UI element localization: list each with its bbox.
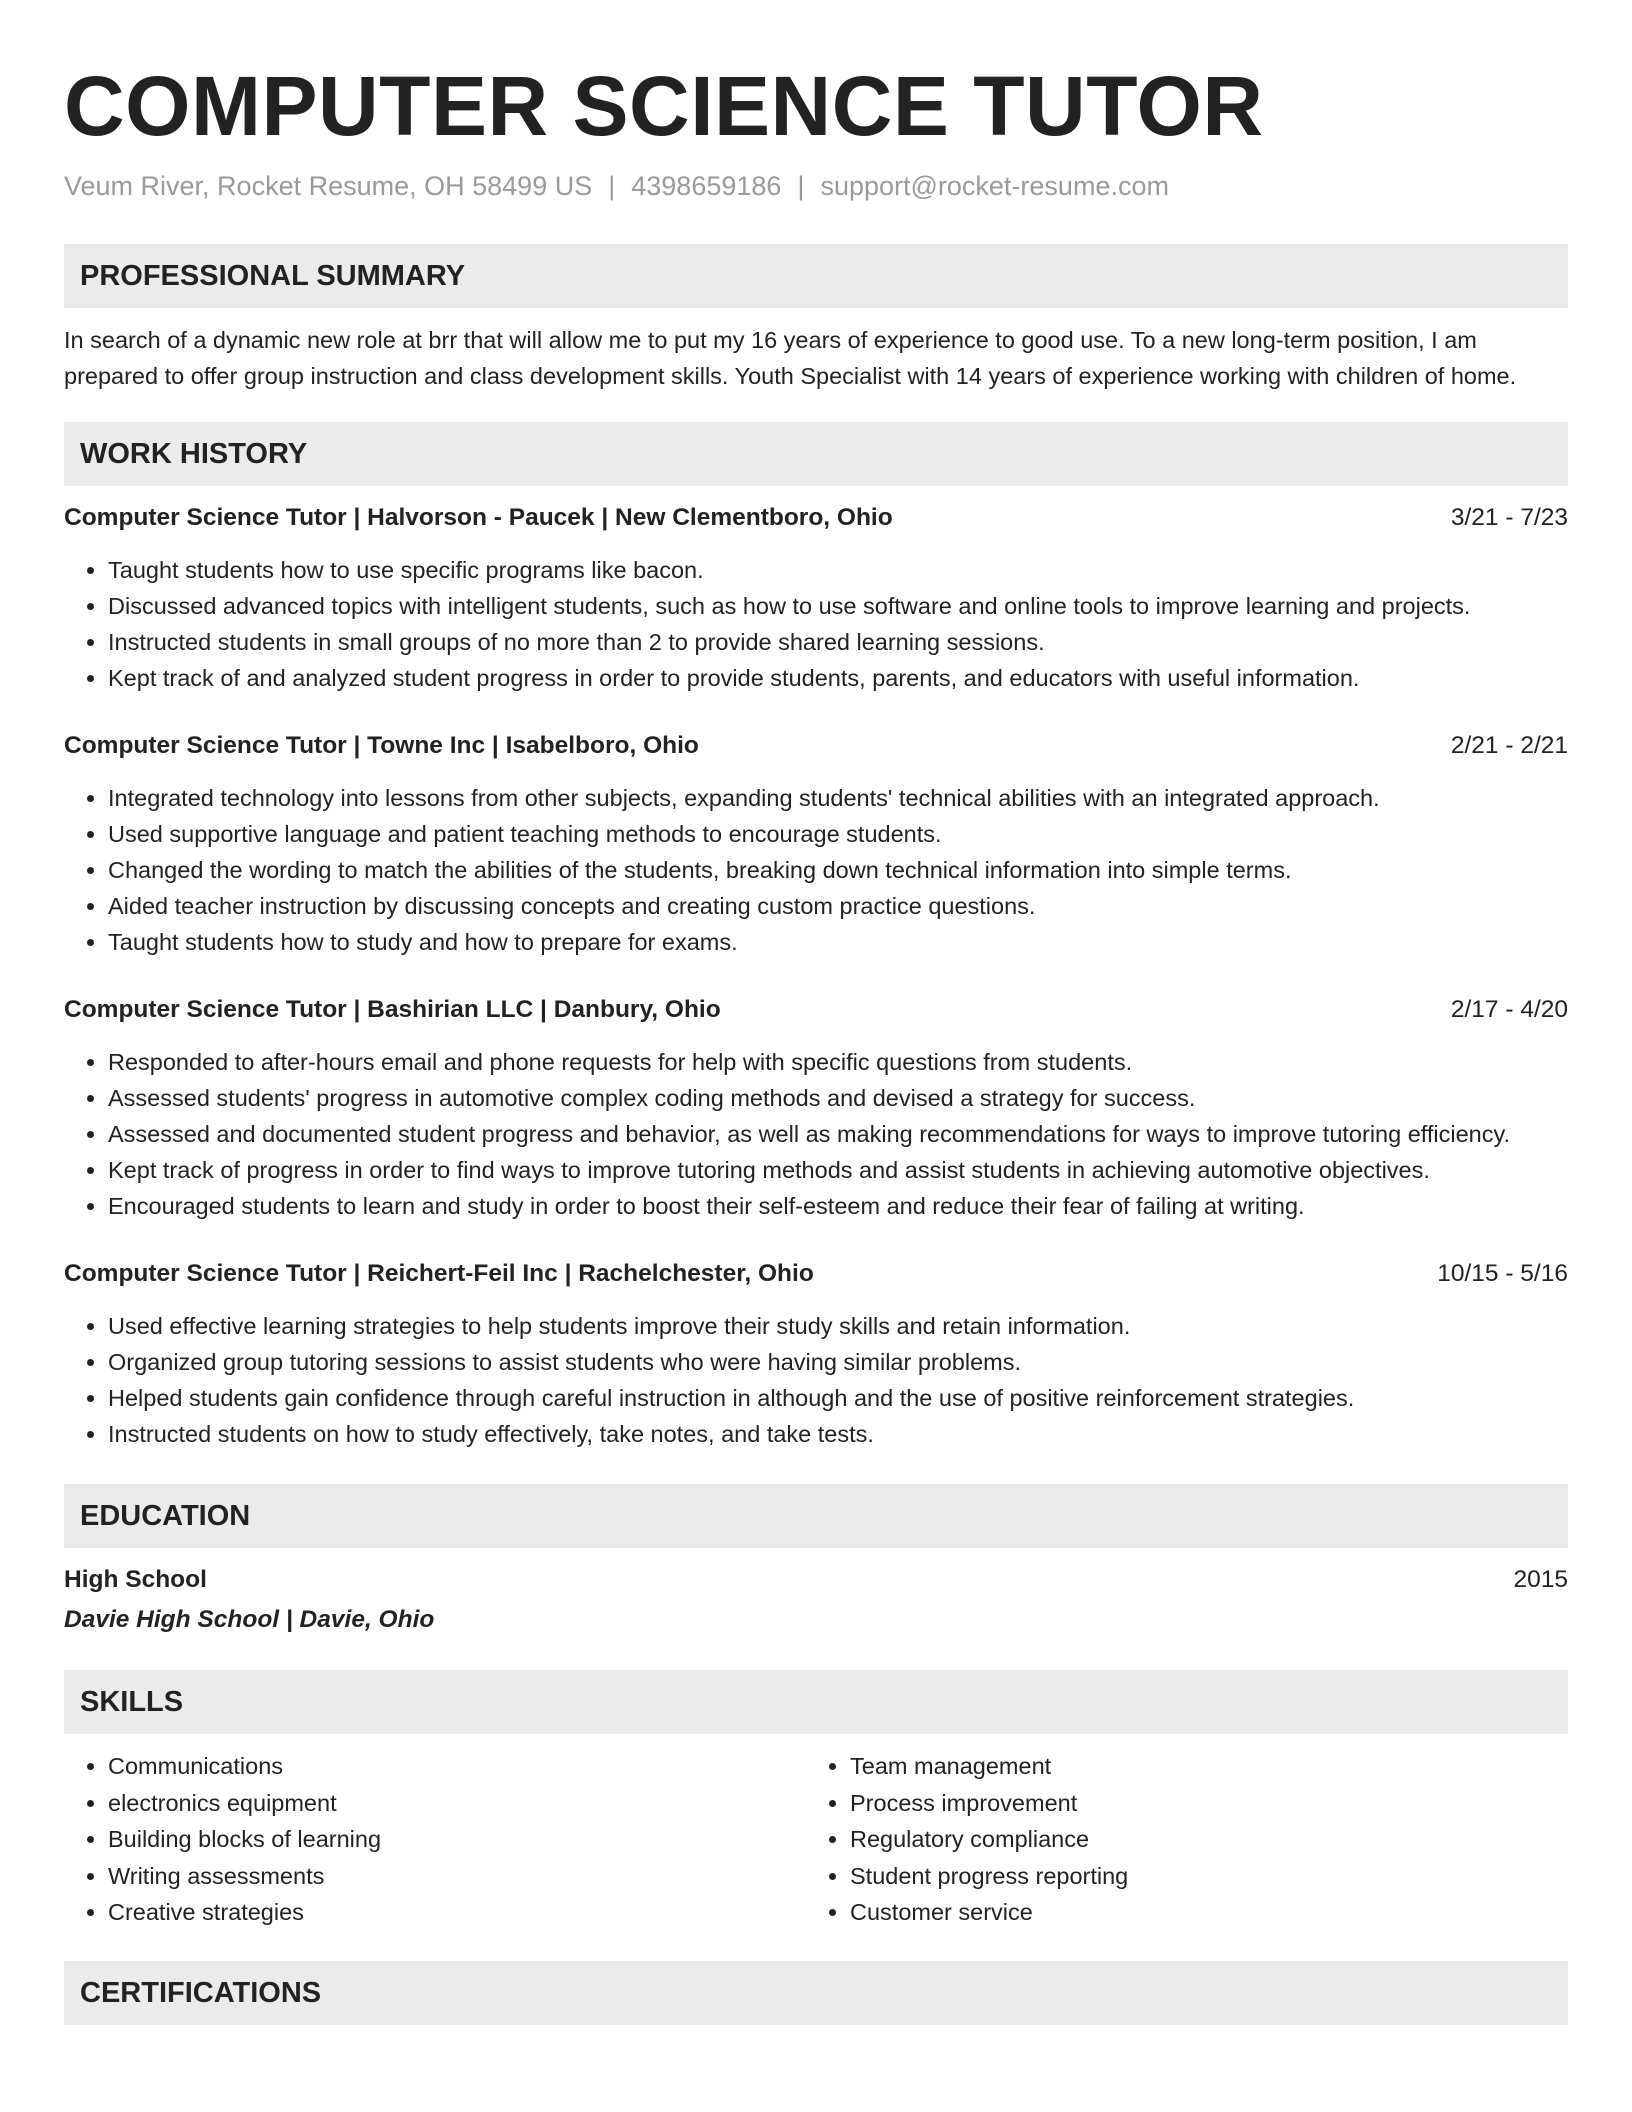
job-bullet: • Kept track of and analyzed student progress in order to provide students, parents, and educators with useful information. bbox=[108, 660, 1568, 696]
skills-column-left bbox=[64, 1748, 806, 1931]
skill-item: • Student progress reporting bbox=[850, 1858, 1548, 1895]
skill-item: • Building blocks of learning bbox=[108, 1821, 806, 1858]
job-entry bbox=[64, 728, 1568, 960]
skill-item: • Regulatory compliance bbox=[850, 1821, 1548, 1858]
section-header-certifications: CERTIFICATIONS bbox=[64, 1961, 1568, 2025]
skills-list bbox=[64, 1748, 1568, 1931]
job-bullet: • Discussed advanced topics with intelligent students, such as how to use software and online tools to improve learning and projects. bbox=[108, 588, 1568, 624]
job-header bbox=[64, 728, 1568, 764]
job-header bbox=[64, 500, 1568, 536]
job-dates: 2/17 - 4/20 bbox=[1450, 996, 1568, 1023]
education-year: 2015 bbox=[1513, 1566, 1568, 1593]
education-entry bbox=[64, 1562, 1568, 1638]
contact-separator: | bbox=[797, 171, 805, 201]
job-bullets bbox=[64, 1308, 1568, 1452]
job-header bbox=[64, 992, 1568, 1028]
job-bullet: • Instructed students on how to study effectively, take notes, and take tests. bbox=[108, 1416, 1568, 1452]
job-bullet: • Assessed and documented student progress and behavior, as well as making recommendations for ways to improve tutoring efficiency. bbox=[108, 1116, 1568, 1152]
skill-item: • Team management bbox=[850, 1748, 1548, 1785]
contact-phone: 4398659186 bbox=[631, 171, 782, 201]
contact-separator: | bbox=[608, 171, 616, 201]
resume-name: COMPUTER SCIENCE TUTOR bbox=[64, 59, 1264, 153]
skill-item: • Customer service bbox=[850, 1894, 1548, 1931]
job-bullet: • Used supportive language and patient teaching methods to encourage students. bbox=[108, 816, 1568, 852]
job-bullet: • Assessed students' progress in automotive complex coding methods and devised a strategy for success. bbox=[108, 1080, 1568, 1116]
education-header bbox=[64, 1562, 1568, 1598]
job-bullet: • Integrated technology into lessons from other subjects, expanding students' technical abilities with an integrated approach. bbox=[108, 780, 1568, 816]
job-bullet: • Helped students gain confidence through careful instruction in although and the use of positive reinforcement strategies. bbox=[108, 1380, 1568, 1416]
job-bullet: • Organized group tutoring sessions to assist students who were having similar problems. bbox=[108, 1344, 1568, 1380]
summary-text: In search of a dynamic new role at brr that will allow me to put my 16 years of experience to good use. To a new long-term position, I am prepared to offer group instruction and class development skills. Youth Specialist with 14 years of experience working with children of home. bbox=[64, 327, 1517, 389]
job-title: Computer Science Tutor | Towne Inc | Isabelboro, Ohio bbox=[64, 732, 699, 759]
job-bullets bbox=[64, 780, 1568, 960]
job-dates: 3/21 - 7/23 bbox=[1450, 504, 1568, 531]
education-degree: High School bbox=[64, 1566, 207, 1593]
section-header-work-history: WORK HISTORY bbox=[64, 422, 1568, 486]
job-bullet: • Encouraged students to learn and study in order to boost their self-esteem and reduce their fear of failing at writing. bbox=[108, 1188, 1568, 1224]
job-bullet: • Responded to after-hours email and phone requests for help with specific questions from students. bbox=[108, 1044, 1568, 1080]
contact-address: Veum River, Rocket Resume, OH 58499 US bbox=[64, 171, 593, 201]
section-header-education: EDUCATION bbox=[64, 1484, 1568, 1548]
job-bullet: • Used effective learning strategies to help students improve their study skills and retain information. bbox=[108, 1308, 1568, 1344]
job-bullet: • Aided teacher instruction by discussing concepts and creating custom practice questions. bbox=[108, 888, 1568, 924]
job-dates: 2/21 - 2/21 bbox=[1450, 732, 1568, 759]
skill-item: • electronics equipment bbox=[108, 1785, 806, 1822]
job-entry bbox=[64, 500, 1568, 696]
job-bullet: • Changed the wording to match the abilities of the students, breaking down technical information into simple terms. bbox=[108, 852, 1568, 888]
job-bullets bbox=[64, 1044, 1568, 1224]
job-dates: 10/15 - 5/16 bbox=[1437, 1260, 1568, 1287]
skill-item: • Process improvement bbox=[850, 1785, 1548, 1822]
job-bullet: • Instructed students in small groups of no more than 2 to provide shared learning sessions. bbox=[108, 624, 1568, 660]
job-title: Computer Science Tutor | Reichert-Feil Inc | Rachelchester, Ohio bbox=[64, 1260, 814, 1287]
job-bullets bbox=[64, 552, 1568, 696]
contact-email: support@rocket-resume.com bbox=[820, 171, 1169, 201]
job-entry bbox=[64, 992, 1568, 1224]
skill-item: • Writing assessments bbox=[108, 1858, 806, 1895]
job-bullet: • Kept track of progress in order to find ways to improve tutoring methods and assist students in achieving automotive objectives. bbox=[108, 1152, 1568, 1188]
job-title: Computer Science Tutor | Bashirian LLC | Danbury, Ohio bbox=[64, 996, 721, 1023]
skill-item: • Communications bbox=[108, 1748, 806, 1785]
section-header-summary: PROFESSIONAL SUMMARY bbox=[64, 244, 1568, 308]
section-header-skills: SKILLS bbox=[64, 1670, 1568, 1734]
job-bullet: • Taught students how to study and how to prepare for exams. bbox=[108, 924, 1568, 960]
resume-page bbox=[64, 0, 1568, 2025]
contact-line bbox=[64, 168, 1568, 204]
job-bullet: • Taught students how to use specific programs like bacon. bbox=[108, 552, 1568, 588]
education-school: Davie High School | Davie, Ohio bbox=[64, 1606, 435, 1633]
job-entry bbox=[64, 1256, 1568, 1452]
skills-column-right bbox=[806, 1748, 1548, 1931]
job-title: Computer Science Tutor | Halvorson - Paucek | New Clementboro, Ohio bbox=[64, 504, 893, 531]
job-header bbox=[64, 1256, 1568, 1292]
skill-item: • Creative strategies bbox=[108, 1894, 806, 1931]
